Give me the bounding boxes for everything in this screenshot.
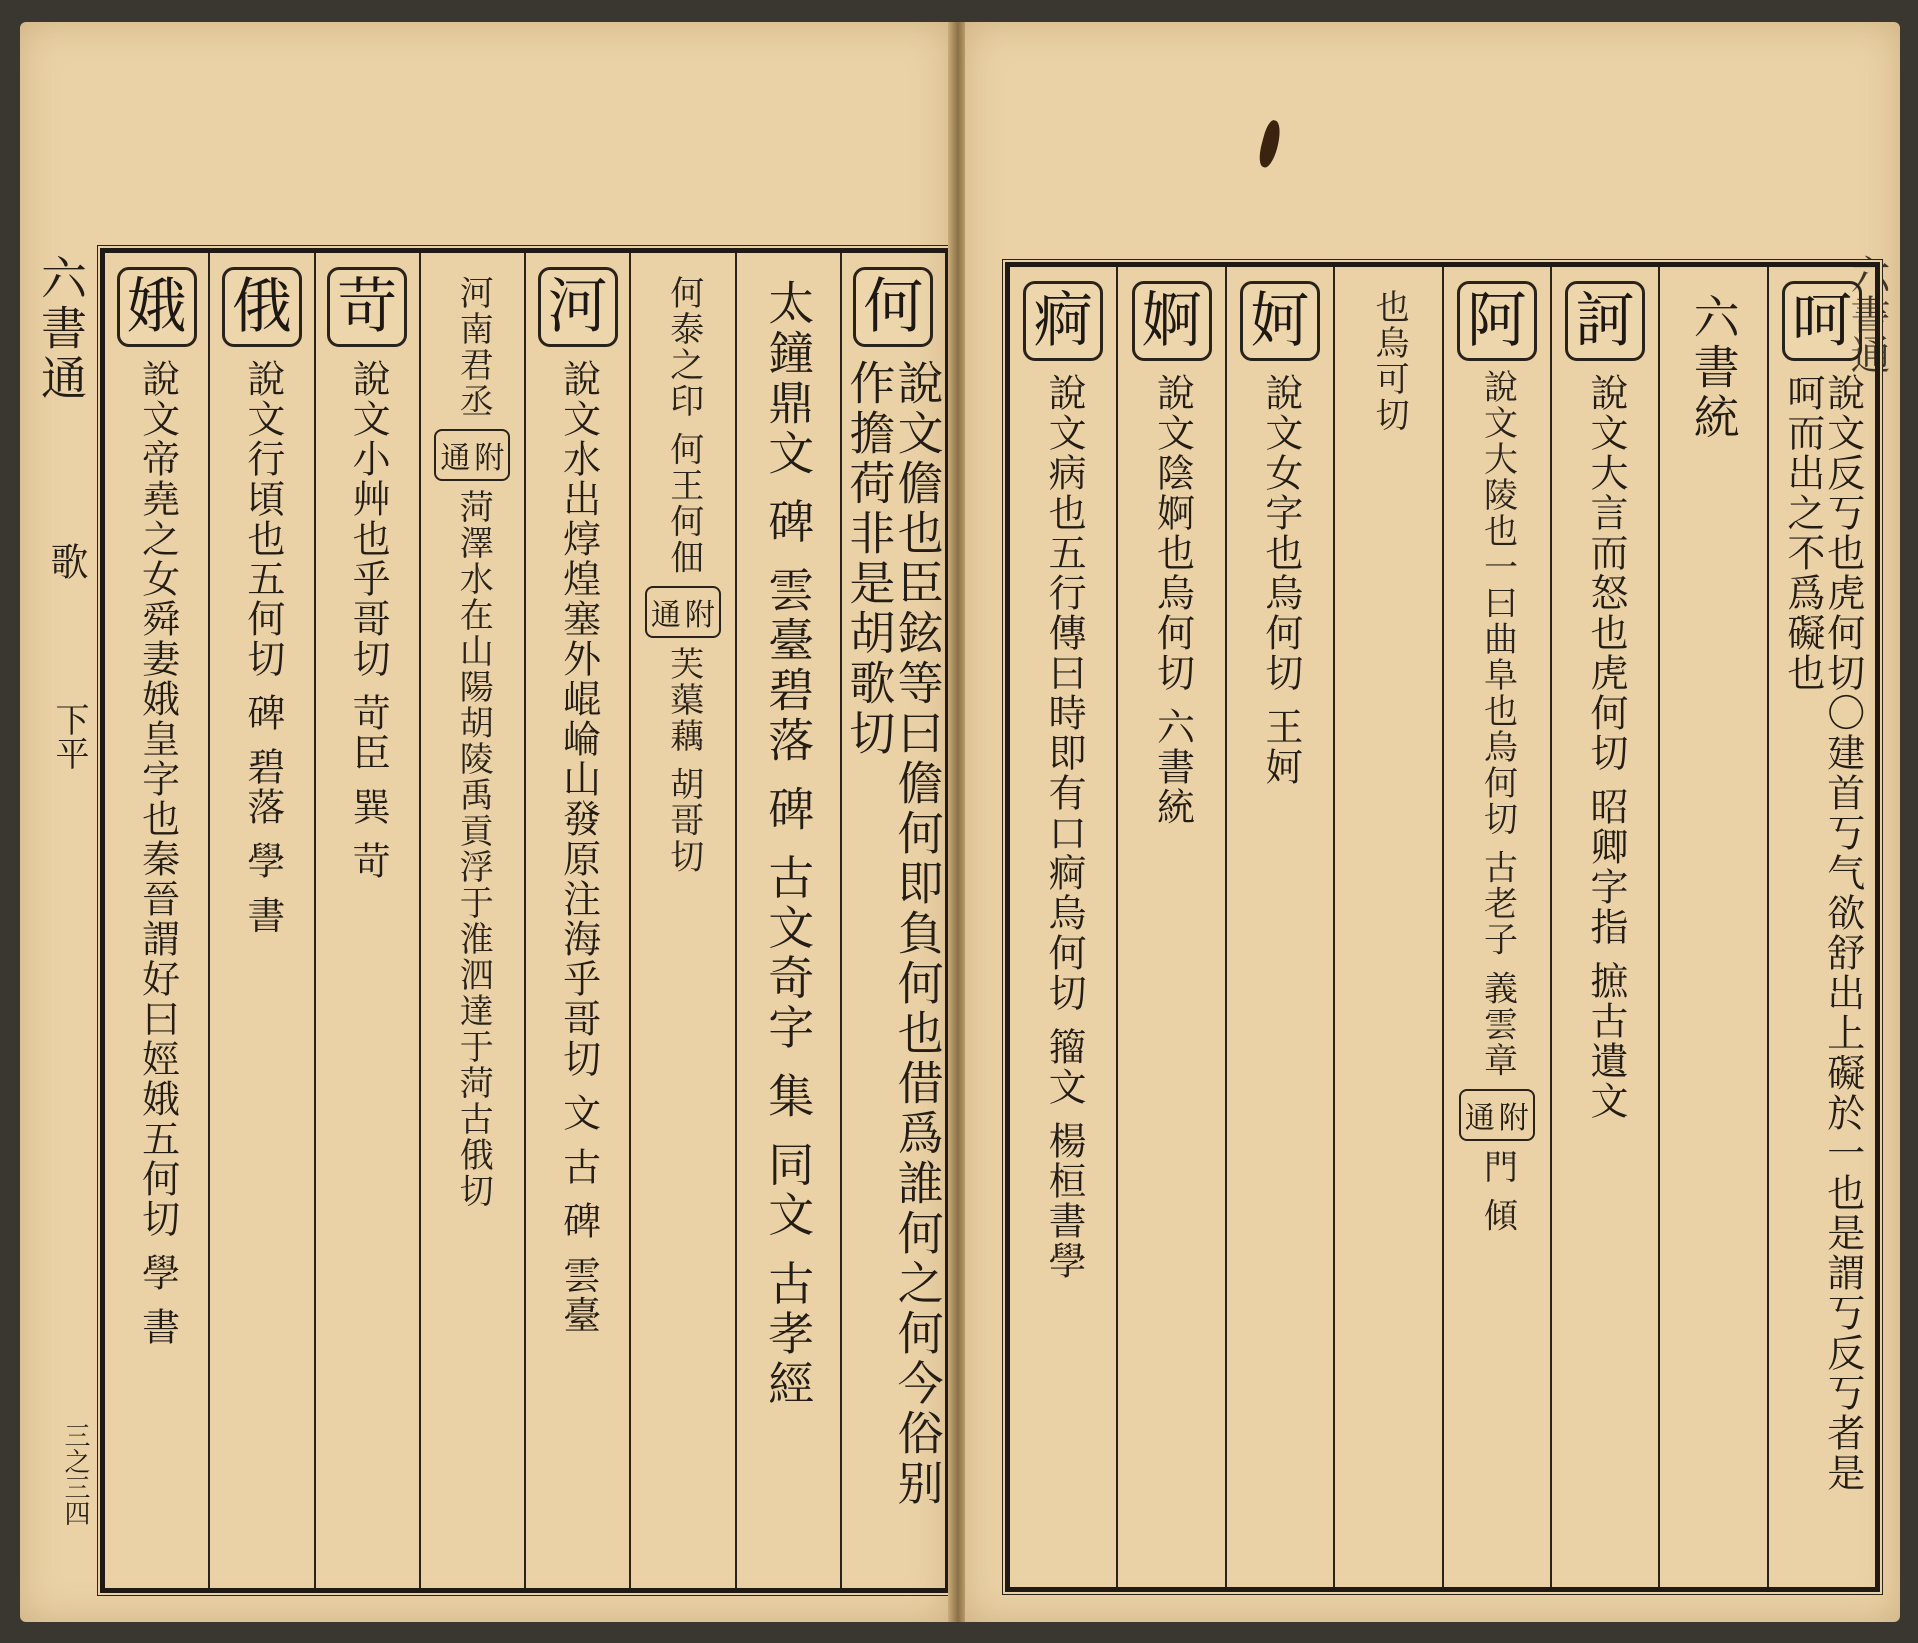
appendix-marker — [645, 586, 721, 638]
entry-text: 說文女字也烏何切 王妸 — [1258, 373, 1303, 788]
entry-note: 菏澤水在山陽胡陵禹貢浮于淮泗達于菏古俄切 — [453, 489, 494, 1209]
book-title: 六書通 — [1844, 254, 1890, 374]
entry-text: 說文小艸也乎哥切 苛臣 巽 苛 — [346, 359, 391, 882]
entry-note: 芙蕖藕 胡哥切 — [663, 645, 704, 875]
entry-column-e — [208, 253, 313, 1588]
head-character: 俄 — [222, 267, 302, 347]
head-character: 河 — [538, 267, 618, 347]
fu-label: 附 — [474, 441, 505, 476]
entry-column-he-appendix — [629, 253, 734, 1588]
tong-label: 通 — [650, 597, 681, 633]
appendix-marker — [1459, 1089, 1535, 1141]
rhyme-label: 歌 — [44, 542, 88, 580]
right-text-frame — [1005, 262, 1880, 1592]
book-title: 六書通 — [34, 254, 88, 404]
head-character: 婀 — [1132, 281, 1212, 361]
fu-label: 附 — [1498, 1100, 1529, 1136]
entry-column-ke — [314, 253, 419, 1588]
tong-label: 通 — [440, 441, 471, 476]
entry-text: 說文大言而怒也虎何切 昭卿字指 摭古遺文 — [1584, 373, 1628, 1122]
entry-column-river-appendix — [419, 253, 524, 1588]
head-character: 痾 — [1023, 281, 1103, 361]
head-character: 何 — [853, 267, 933, 347]
head-character: 訶 — [1565, 281, 1645, 361]
tone-label: 下平 — [49, 702, 89, 770]
head-character: 妸 — [1240, 281, 1320, 361]
entry-column-a — [1442, 267, 1550, 1587]
ink-stain — [1256, 119, 1284, 170]
entry-text: 說文帝堯之女舜妻娥皇字也秦晉謂好曰娙娥五何切 學 書 — [135, 359, 180, 1348]
right-page — [965, 22, 1900, 1622]
folio-number: 三之三四 — [60, 1422, 90, 1526]
left-columns — [105, 253, 945, 1588]
entry-column-e3 — [1225, 267, 1333, 1587]
entry-text: 說文水出焞煌塞外崐崘山發原注海乎哥切 文 古 碑 雲臺 — [556, 359, 601, 1336]
left-text-frame — [100, 248, 950, 1593]
entry-text: 說文儋也臣鉉等曰儋何即負何也借爲誰何之何今俗别作擔荷非是胡歌切 — [842, 359, 945, 1509]
entry-note: 也烏可切 — [1369, 289, 1410, 433]
entry-note: 河南君丞 — [453, 275, 494, 419]
entry-text: 六書統 — [1686, 293, 1741, 443]
entry-column-he — [840, 253, 945, 1588]
head-character: 娥 — [117, 267, 197, 347]
head-character: 苛 — [327, 267, 407, 347]
entry-note: 門 傾 — [1477, 1148, 1518, 1234]
entry-column-source — [1658, 267, 1766, 1587]
entry-column-he-forms — [735, 253, 840, 1588]
entry-text: 太鐘鼎文 碑 雲臺碧落 碑 古文奇字 集 同文 古孝經 — [761, 279, 816, 1410]
head-character: 呵 — [1782, 281, 1862, 361]
entry-text: 說文行頃也五何切 碑 碧落 學 書 — [240, 359, 285, 936]
appendix-marker — [434, 429, 510, 481]
entry-column-e2 — [105, 253, 208, 1588]
tong-label: 通 — [1464, 1100, 1495, 1136]
entry-text: 說文大陵也一曰曲阜也烏何切 古老子 義雲章 — [1477, 369, 1518, 1079]
right-columns — [1010, 267, 1875, 1587]
entry-text: 說文反丂也虎何切〇建首丂气欲舒出上礙於一也是謂丂反丂者是呵而出之不爲礙也 — [1780, 373, 1865, 1493]
entry-column-ke-sick — [1010, 267, 1116, 1587]
entry-text: 說文陰婀也烏何切 六書統 — [1150, 373, 1195, 828]
entry-column-ke-breath — [1767, 267, 1875, 1587]
entry-column-a-note — [1333, 267, 1441, 1587]
left-page — [20, 22, 950, 1622]
entry-column-e4 — [1116, 267, 1224, 1587]
entry-column-river — [524, 253, 629, 1588]
entry-column-he-scold — [1550, 267, 1658, 1587]
fu-label: 附 — [684, 597, 715, 633]
entry-note: 何泰之印 何王何佃 — [663, 275, 704, 576]
entry-text: 說文病也五行傳曰時即有口痾烏何切 籀文 楊桓書學 — [1042, 373, 1087, 1282]
head-character: 阿 — [1457, 281, 1537, 361]
